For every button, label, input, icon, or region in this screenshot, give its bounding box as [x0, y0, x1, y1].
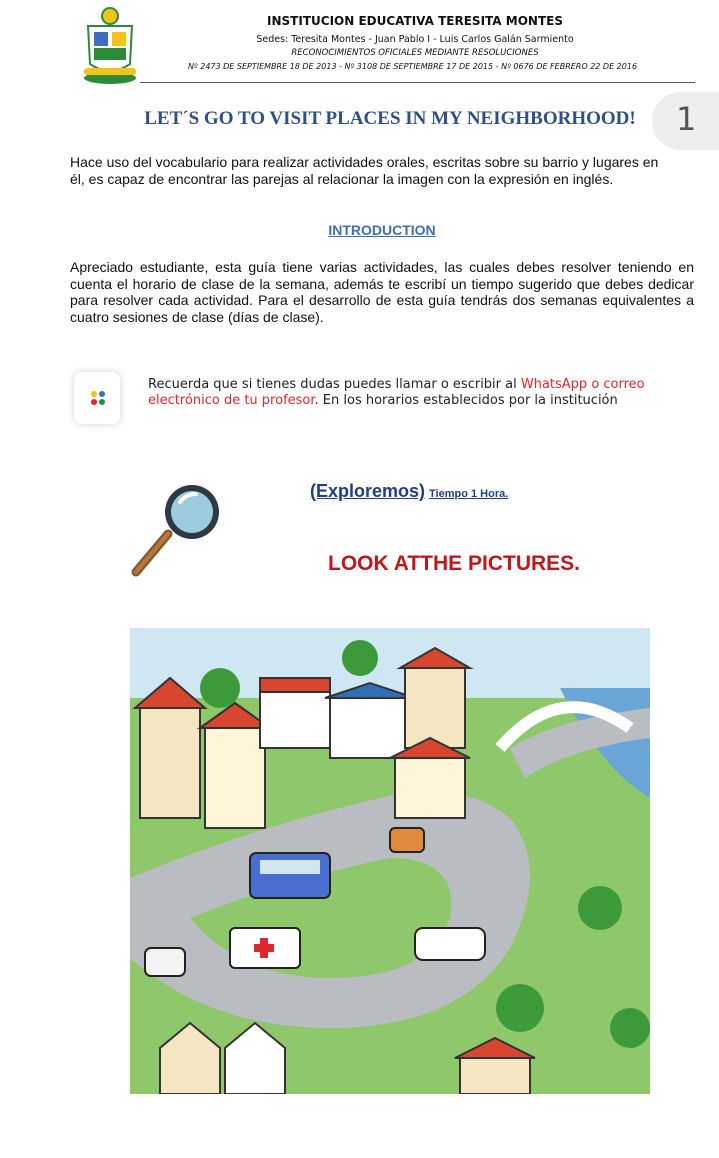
introduction-text: Apreciado estudiante, esta guía tiene varias actividades, las cuales debes resolver teniendo en cuenta el horario de clase de la semana, además te escribí un tiempo sugerido que debes dedicar para resolver cada actividad. Para el desarrollo de esta guía tendrás dos semanas equivalentes a cuatro sesiones de clase (días de clase). — [70, 259, 694, 325]
explore-time: Tiempo 1 Hora. — [429, 488, 509, 500]
look-pictures-title: LOOK ATTHE PICTURES. — [328, 552, 580, 575]
official-recognitions: RECONOCIMIENTOS OFICIALES MEDIANTE RESOLUCIONES — [291, 48, 539, 58]
page-number: 1 — [676, 100, 697, 138]
apps-icon — [90, 390, 106, 406]
note-text-end: . En los horarios establecidos por la institución — [314, 393, 618, 408]
header-divider — [140, 82, 695, 83]
note-highlight: WhatsApp o correo electrónico de tu profesor — [148, 377, 645, 408]
explore-heading — [310, 481, 508, 502]
note-text-start: Recuerda que si tienes dudas puedes llamar o escribir al — [148, 377, 521, 392]
contact-note — [148, 377, 678, 409]
neighborhood-illustration — [130, 628, 650, 1094]
page-title: LET´S GO TO VISIT PLACES IN MY NEIGHBORHOOD! — [144, 108, 636, 129]
school-campuses: Sedes: Teresita Montes - Juan Pablo I - Luis Carlos Galán Sarmiento — [256, 34, 574, 45]
learning-objective: Hace uso del vocabulario para realizar actividades orales, escritas sobre su barrio y lugares en él, es capaz de encontrar las parejas al relacionar la imagen con la expresión en inglés. — [70, 154, 659, 187]
introduction-heading: INTRODUCTION — [328, 222, 436, 238]
school-logo — [80, 6, 140, 86]
school-name: INSTITUCION EDUCATIVA TERESITA MONTES — [267, 14, 563, 28]
magnifying-glass-icon — [128, 482, 228, 580]
resolution-numbers: Nº 2473 DE SEPTIEMBRE 18 DE 2013 - Nº 3108 DE SEPTIEMBRE 17 DE 2015 - Nº 0676 DE FEBRERO 22 DE 2016 — [187, 62, 638, 71]
explore-title: (Exploremos) — [310, 481, 426, 501]
